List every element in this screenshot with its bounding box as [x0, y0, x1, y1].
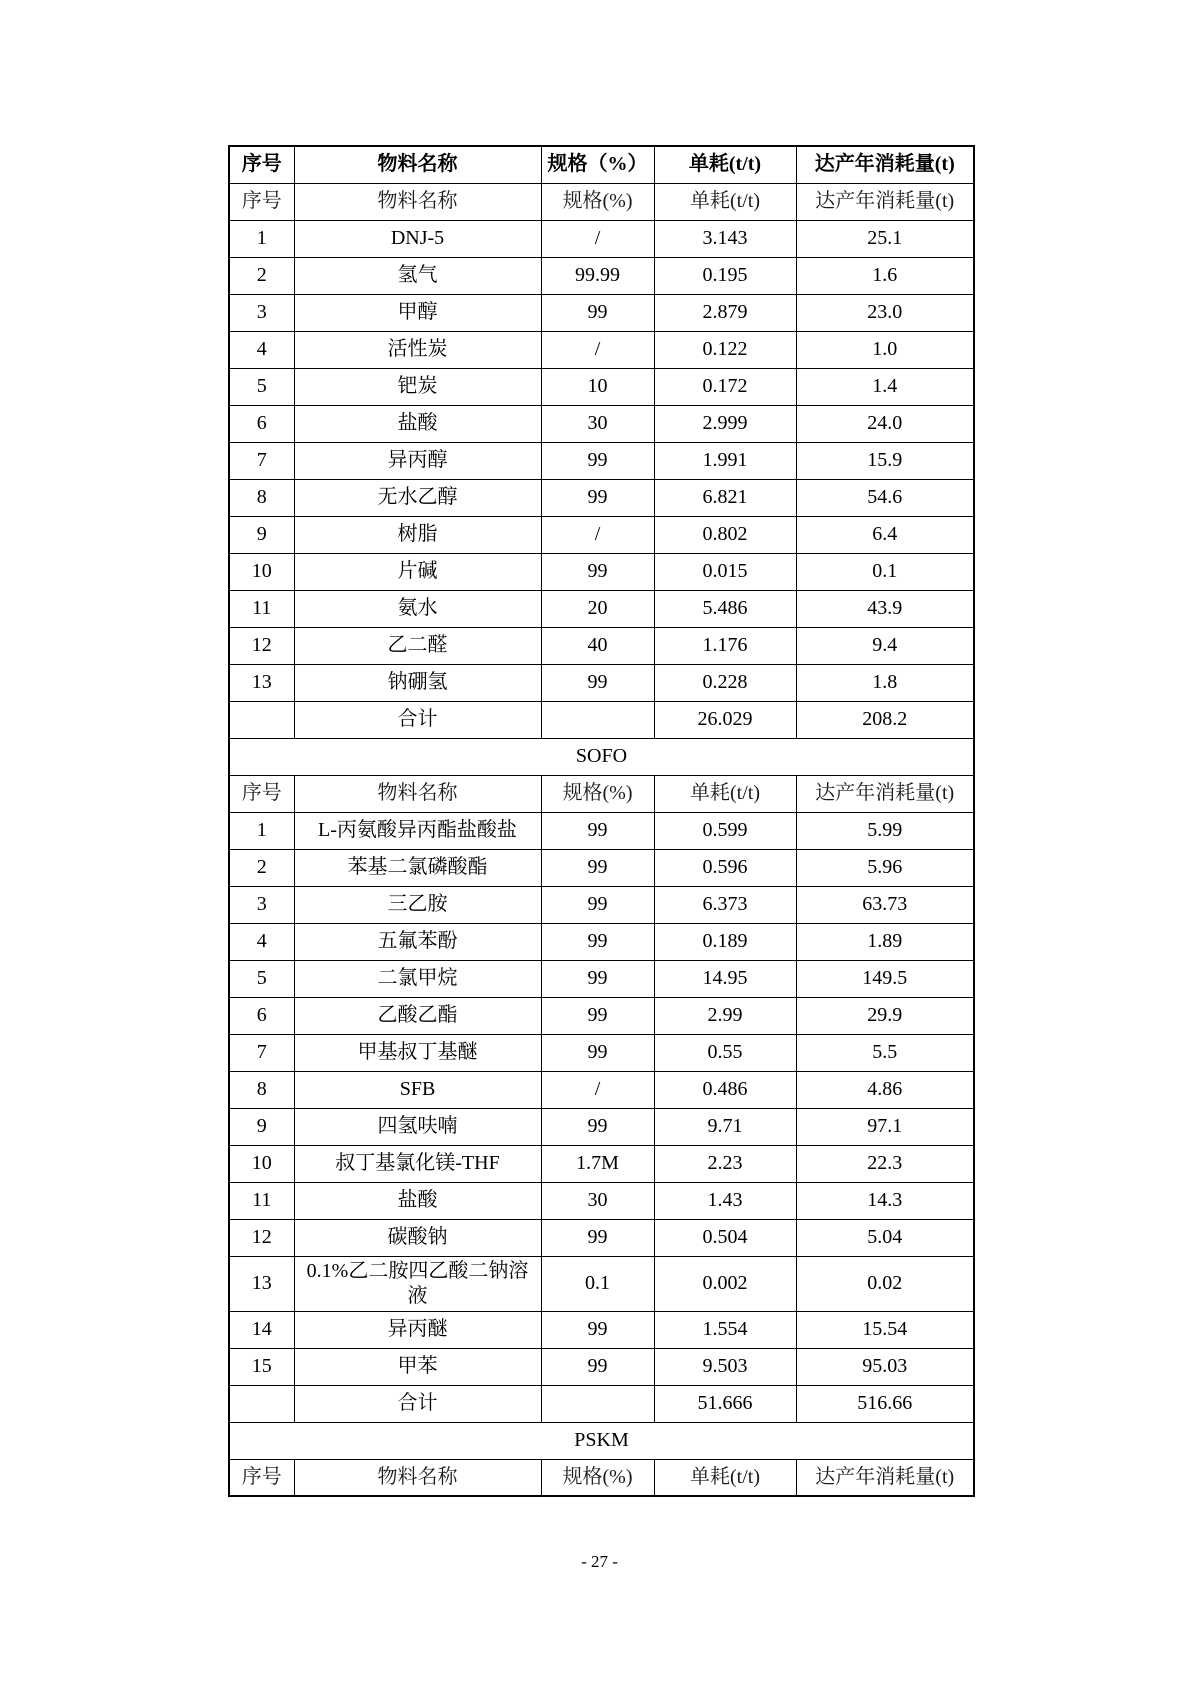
data-row [229, 294, 974, 331]
material-name: 甲基叔丁基醚 [294, 1034, 541, 1071]
annual-consumption-value: 1.6 [796, 257, 974, 294]
spec-value: 99 [541, 1219, 654, 1256]
annual-consumption-value: 9.4 [796, 627, 974, 664]
annual-consumption-value: 1.4 [796, 368, 974, 405]
column-header: 达产年消耗量(t) [796, 146, 974, 183]
data-row [229, 442, 974, 479]
data-row [229, 1182, 974, 1219]
unit-consumption-value: 0.195 [654, 257, 796, 294]
annual-consumption-value: 149.5 [796, 960, 974, 997]
spec-value: / [541, 331, 654, 368]
annual-consumption-value: 1.89 [796, 923, 974, 960]
material-name: 氢气 [294, 257, 541, 294]
unit-consumption-value: 51.666 [654, 1385, 796, 1422]
unit-consumption-value: 6.821 [654, 479, 796, 516]
annual-consumption-value: 29.9 [796, 997, 974, 1034]
column-header: 规格（%） [541, 146, 654, 183]
spec-value: 99 [541, 812, 654, 849]
row-number: 4 [229, 331, 294, 368]
total-row [229, 1385, 974, 1422]
row-number: 9 [229, 516, 294, 553]
annual-consumption-value: 22.3 [796, 1145, 974, 1182]
spec-value: 0.1 [541, 1256, 654, 1311]
data-row [229, 590, 974, 627]
row-number: 2 [229, 257, 294, 294]
spec-value: / [541, 220, 654, 257]
spec-value: 30 [541, 405, 654, 442]
material-name: 异丙醇 [294, 442, 541, 479]
section-title: SOFO [229, 738, 974, 775]
row-number: 2 [229, 849, 294, 886]
column-header: 规格(%) [541, 183, 654, 220]
data-row [229, 997, 974, 1034]
row-number: 3 [229, 886, 294, 923]
unit-consumption-value: 2.999 [654, 405, 796, 442]
data-row [229, 405, 974, 442]
unit-consumption-value: 0.015 [654, 553, 796, 590]
spec-value: 99 [541, 1348, 654, 1385]
row-number [229, 701, 294, 738]
data-row [229, 257, 974, 294]
column-header: 物料名称 [294, 146, 541, 183]
material-name: 三乙胺 [294, 886, 541, 923]
row-number: 4 [229, 923, 294, 960]
section-title-row [229, 738, 974, 775]
data-row [229, 1034, 974, 1071]
row-number: 10 [229, 553, 294, 590]
spec-value: 10 [541, 368, 654, 405]
row-number: 5 [229, 960, 294, 997]
spec-value: 99 [541, 886, 654, 923]
total-row [229, 701, 974, 738]
row-number [229, 1385, 294, 1422]
row-number: 9 [229, 1108, 294, 1145]
row-number: 6 [229, 405, 294, 442]
material-name: 0.1%乙二胺四乙酸二钠溶液 [294, 1256, 541, 1311]
annual-consumption-value: 208.2 [796, 701, 974, 738]
spec-value: 99 [541, 997, 654, 1034]
unit-consumption-value: 14.95 [654, 960, 796, 997]
annual-consumption-value: 43.9 [796, 590, 974, 627]
row-number: 13 [229, 664, 294, 701]
spec-value: 99 [541, 1311, 654, 1348]
row-number: 13 [229, 1256, 294, 1311]
unit-consumption-value: 0.486 [654, 1071, 796, 1108]
unit-consumption-value: 1.176 [654, 627, 796, 664]
data-row [229, 812, 974, 849]
materials-consumption-table [228, 145, 975, 1497]
material-name: 氨水 [294, 590, 541, 627]
annual-consumption-value: 516.66 [796, 1385, 974, 1422]
column-header: 单耗(t/t) [654, 146, 796, 183]
section-title-row [229, 1422, 974, 1459]
material-name: 碳酸钠 [294, 1219, 541, 1256]
data-row [229, 664, 974, 701]
annual-consumption-value: 95.03 [796, 1348, 974, 1385]
data-row [229, 886, 974, 923]
annual-consumption-value: 25.1 [796, 220, 974, 257]
spec-value: 99 [541, 479, 654, 516]
row-number: 15 [229, 1348, 294, 1385]
spec-value [541, 1385, 654, 1422]
subheader-row [229, 183, 974, 220]
data-row [229, 1145, 974, 1182]
column-header: 达产年消耗量(t) [796, 183, 974, 220]
annual-consumption-value: 1.0 [796, 331, 974, 368]
material-name: 乙酸乙酯 [294, 997, 541, 1034]
row-number: 3 [229, 294, 294, 331]
data-row [229, 220, 974, 257]
annual-consumption-value: 1.8 [796, 664, 974, 701]
annual-consumption-value: 5.5 [796, 1034, 974, 1071]
material-name: 无水乙醇 [294, 479, 541, 516]
column-header: 规格(%) [541, 1459, 654, 1496]
material-name: 树脂 [294, 516, 541, 553]
unit-consumption-value: 0.172 [654, 368, 796, 405]
material-name: 钯炭 [294, 368, 541, 405]
data-row [229, 849, 974, 886]
row-number: 1 [229, 220, 294, 257]
subheader-row [229, 1459, 974, 1496]
material-name: 乙二醛 [294, 627, 541, 664]
spec-value: 99 [541, 1034, 654, 1071]
unit-consumption-value: 2.879 [654, 294, 796, 331]
spec-value: 99.99 [541, 257, 654, 294]
material-name: 盐酸 [294, 1182, 541, 1219]
material-name: 二氯甲烷 [294, 960, 541, 997]
data-row [229, 1219, 974, 1256]
unit-consumption-value: 0.228 [654, 664, 796, 701]
data-row [229, 1311, 974, 1348]
material-name: 四氢呋喃 [294, 1108, 541, 1145]
row-number: 11 [229, 590, 294, 627]
column-header: 规格(%) [541, 775, 654, 812]
data-row [229, 1256, 974, 1311]
annual-consumption-value: 15.9 [796, 442, 974, 479]
unit-consumption-value: 0.55 [654, 1034, 796, 1071]
data-row [229, 553, 974, 590]
material-name: 五氟苯酚 [294, 923, 541, 960]
annual-consumption-value: 4.86 [796, 1071, 974, 1108]
material-name: 异丙醚 [294, 1311, 541, 1348]
row-number: 12 [229, 627, 294, 664]
unit-consumption-value: 1.554 [654, 1311, 796, 1348]
header-row [229, 146, 974, 183]
row-number: 12 [229, 1219, 294, 1256]
data-row [229, 479, 974, 516]
page-number: - 27 - [581, 1552, 618, 1571]
spec-value: 99 [541, 553, 654, 590]
material-name: L-丙氨酸异丙酯盐酸盐 [294, 812, 541, 849]
row-number: 7 [229, 442, 294, 479]
column-header: 单耗(t/t) [654, 775, 796, 812]
unit-consumption-value: 0.504 [654, 1219, 796, 1256]
material-name: 甲苯 [294, 1348, 541, 1385]
unit-consumption-value: 2.99 [654, 997, 796, 1034]
material-name: SFB [294, 1071, 541, 1108]
data-row [229, 368, 974, 405]
material-name: 甲醇 [294, 294, 541, 331]
annual-consumption-value: 24.0 [796, 405, 974, 442]
material-name: 盐酸 [294, 405, 541, 442]
data-row [229, 923, 974, 960]
row-number: 14 [229, 1311, 294, 1348]
unit-consumption-value: 2.23 [654, 1145, 796, 1182]
spec-value: 99 [541, 294, 654, 331]
annual-consumption-value: 0.02 [796, 1256, 974, 1311]
material-name: 活性炭 [294, 331, 541, 368]
annual-consumption-value: 63.73 [796, 886, 974, 923]
spec-value: 40 [541, 627, 654, 664]
annual-consumption-value: 5.96 [796, 849, 974, 886]
unit-consumption-value: 0.802 [654, 516, 796, 553]
material-name: DNJ-5 [294, 220, 541, 257]
annual-consumption-value: 5.04 [796, 1219, 974, 1256]
annual-consumption-value: 23.0 [796, 294, 974, 331]
data-row [229, 960, 974, 997]
unit-consumption-value: 3.143 [654, 220, 796, 257]
spec-value: 30 [541, 1182, 654, 1219]
unit-consumption-value: 0.002 [654, 1256, 796, 1311]
data-row [229, 1348, 974, 1385]
data-row [229, 1108, 974, 1145]
annual-consumption-value: 54.6 [796, 479, 974, 516]
unit-consumption-value: 5.486 [654, 590, 796, 627]
row-number: 10 [229, 1145, 294, 1182]
spec-value: / [541, 1071, 654, 1108]
unit-consumption-value: 6.373 [654, 886, 796, 923]
data-row [229, 516, 974, 553]
column-header: 物料名称 [294, 1459, 541, 1496]
row-number: 8 [229, 479, 294, 516]
row-number: 7 [229, 1034, 294, 1071]
column-header: 单耗(t/t) [654, 183, 796, 220]
spec-value [541, 701, 654, 738]
unit-consumption-value: 26.029 [654, 701, 796, 738]
row-number: 8 [229, 1071, 294, 1108]
section-title: PSKM [229, 1422, 974, 1459]
row-number: 6 [229, 997, 294, 1034]
column-header: 达产年消耗量(t) [796, 1459, 974, 1496]
spec-value: / [541, 516, 654, 553]
subheader-row [229, 775, 974, 812]
annual-consumption-value: 97.1 [796, 1108, 974, 1145]
column-header: 物料名称 [294, 775, 541, 812]
column-header: 序号 [229, 183, 294, 220]
material-name: 苯基二氯磷酸酯 [294, 849, 541, 886]
spec-value: 99 [541, 442, 654, 479]
material-name: 叔丁基氯化镁-THF [294, 1145, 541, 1182]
total-label: 合计 [294, 701, 541, 738]
unit-consumption-value: 9.71 [654, 1108, 796, 1145]
unit-consumption-value: 0.122 [654, 331, 796, 368]
unit-consumption-value: 0.596 [654, 849, 796, 886]
unit-consumption-value: 0.599 [654, 812, 796, 849]
annual-consumption-value: 14.3 [796, 1182, 974, 1219]
row-number: 11 [229, 1182, 294, 1219]
column-header: 达产年消耗量(t) [796, 775, 974, 812]
spec-value: 1.7M [541, 1145, 654, 1182]
table-body [229, 146, 974, 1496]
total-label: 合计 [294, 1385, 541, 1422]
spec-value: 20 [541, 590, 654, 627]
annual-consumption-value: 0.1 [796, 553, 974, 590]
column-header: 序号 [229, 1459, 294, 1496]
spec-value: 99 [541, 923, 654, 960]
spec-value: 99 [541, 849, 654, 886]
data-row [229, 1071, 974, 1108]
unit-consumption-value: 9.503 [654, 1348, 796, 1385]
column-header: 序号 [229, 775, 294, 812]
data-row [229, 627, 974, 664]
annual-consumption-value: 6.4 [796, 516, 974, 553]
unit-consumption-value: 1.991 [654, 442, 796, 479]
unit-consumption-value: 1.43 [654, 1182, 796, 1219]
spec-value: 99 [541, 1108, 654, 1145]
spec-value: 99 [541, 664, 654, 701]
material-name: 钠硼氢 [294, 664, 541, 701]
material-name: 片碱 [294, 553, 541, 590]
unit-consumption-value: 0.189 [654, 923, 796, 960]
row-number: 5 [229, 368, 294, 405]
annual-consumption-value: 15.54 [796, 1311, 974, 1348]
column-header: 序号 [229, 146, 294, 183]
spec-value: 99 [541, 960, 654, 997]
row-number: 1 [229, 812, 294, 849]
column-header: 单耗(t/t) [654, 1459, 796, 1496]
data-row [229, 331, 974, 368]
column-header: 物料名称 [294, 183, 541, 220]
annual-consumption-value: 5.99 [796, 812, 974, 849]
